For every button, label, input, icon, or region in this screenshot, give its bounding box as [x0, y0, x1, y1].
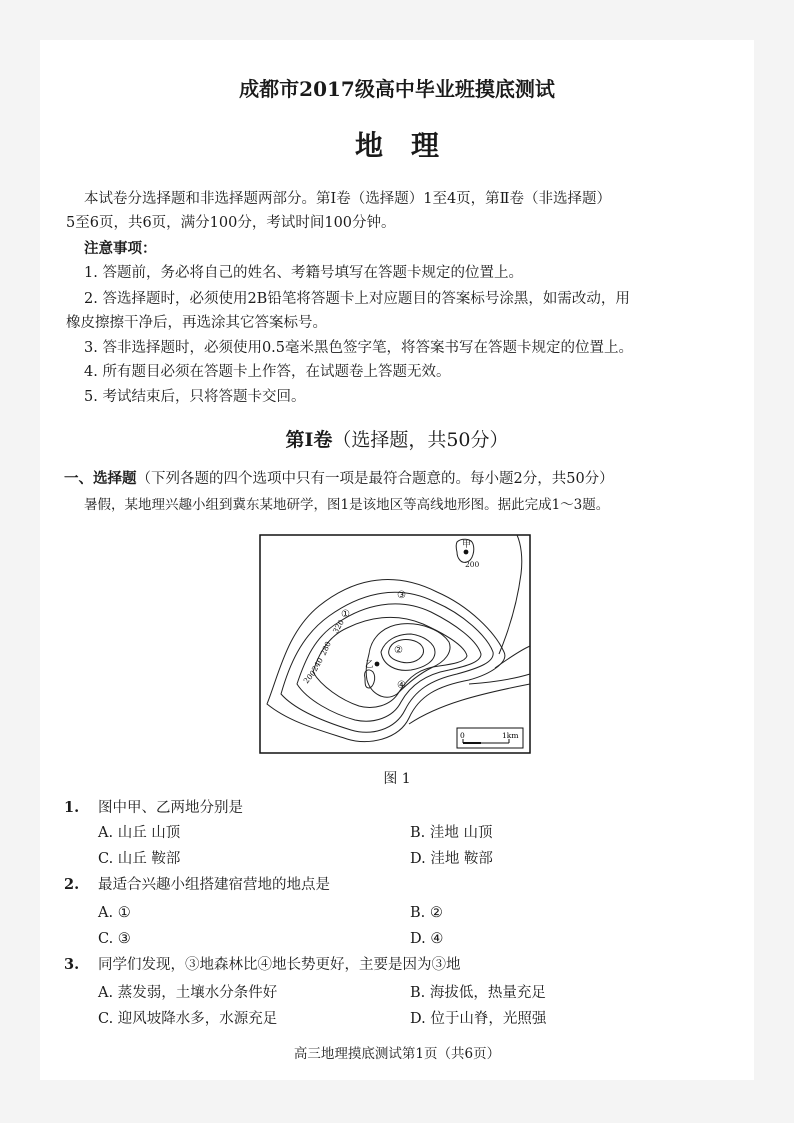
- page-footer: 高三地理摸底测试第1页（共6页）: [293, 1046, 501, 1062]
- part-label: 一、选择题: [64, 470, 137, 487]
- question-number: 1.: [64, 799, 80, 816]
- notes-title: 注意事项：: [84, 240, 157, 257]
- subject-title: 地理: [354, 129, 467, 162]
- note-item: 4. 所有题目必须在答题卡上作答，在试题卷上答题无效。: [84, 364, 451, 380]
- option-c: C. 迎风坡降水多，水源充足: [98, 1011, 278, 1027]
- note-item: 3. 答非选择题时，必须使用0.5毫米黑色签字笔，将答案书写在答题卡规定的位置上。: [84, 340, 634, 356]
- section-title-bold: 第Ⅰ卷: [285, 429, 333, 451]
- question-stem: 最适合兴趣小组搭建宿营地的地点是: [98, 877, 330, 893]
- label-point-2: ②: [394, 645, 403, 656]
- question-stem: 图中甲、乙两地分别是: [98, 800, 243, 816]
- intro-line-2: 5至6页，共6页，满分100分，考试时间100分钟。: [66, 215, 396, 231]
- note-item: 2. 答选择题时，必须使用2B铅笔将答题卡上对应题目的答案标号涂黑，如需改动，用: [84, 291, 630, 307]
- figure-caption: 图 1: [383, 771, 411, 787]
- option-d: D. 位于山脊，光照强: [410, 1011, 547, 1027]
- part-description: （下列各题的四个选项中只有一项是最符合题意的。每小题2分，共50分）: [136, 471, 614, 487]
- label-point-3: ③: [397, 590, 406, 601]
- scale-label-zero: 0: [460, 731, 465, 740]
- scale-label-unit: 1km: [502, 731, 519, 740]
- label-240: 240: [309, 656, 325, 673]
- note-item: 橡皮擦擦干净后，再选涂其它答案标号。: [66, 315, 327, 331]
- label-jia: 甲: [462, 540, 472, 550]
- point-jia-marker: [464, 550, 469, 555]
- intro-line-1: 本试卷分选择题和非选择题两部分。第Ⅰ卷（选择题）1至4页，第Ⅱ卷（非选择题）: [84, 191, 612, 207]
- option-c: C. ③: [98, 931, 131, 947]
- label-280: 280: [318, 640, 333, 657]
- option-a: A. 山丘 山顶: [98, 825, 181, 841]
- note-item: 1. 答题前，务必将自己的姓名、考籍号填写在答题卡规定的位置上。: [84, 265, 523, 281]
- option-a: A. ①: [98, 905, 131, 921]
- exam-page: [40, 40, 754, 1080]
- option-b: B. 海拔低，热量充足: [410, 985, 546, 1001]
- question-number: 3.: [64, 956, 80, 973]
- label-200: 200: [301, 668, 318, 686]
- option-b: B. 洼地 山顶: [410, 825, 493, 841]
- label-point-1: ①: [341, 609, 350, 620]
- part-heading: [64, 468, 614, 490]
- option-a: A. 蒸发弱，土壤水分条件好: [98, 985, 278, 1001]
- section-title-rest: （选择题，共50分）: [332, 429, 509, 451]
- note-item: 5. 考试结束后，只将答题卡交回。: [84, 389, 306, 405]
- label-200-jia: 200: [465, 560, 480, 569]
- label-320: 320: [330, 618, 346, 635]
- option-d: D. ④: [410, 931, 444, 947]
- exam-title: 成都市2017级高中毕业班摸底测试: [239, 77, 555, 101]
- option-c: C. 山丘 鞍部: [98, 851, 181, 867]
- option-d: D. 洼地 鞍部: [410, 851, 493, 867]
- question-stem: 同学们发现，③地森林比④地长势更好，主要是因为③地: [98, 957, 461, 973]
- question-context: 暑假，某地理兴趣小组到冀东某地研学，图1是该地区等高线地形图。据此完成1～3题。: [84, 497, 610, 513]
- label-point-4: ④: [397, 680, 406, 691]
- contour-map: [259, 534, 531, 754]
- label-yi: 乙: [365, 660, 374, 670]
- section-title: [40, 425, 754, 452]
- option-b: B. ②: [410, 905, 443, 921]
- question-number: 2.: [64, 876, 80, 893]
- point-yi-marker: [375, 662, 380, 667]
